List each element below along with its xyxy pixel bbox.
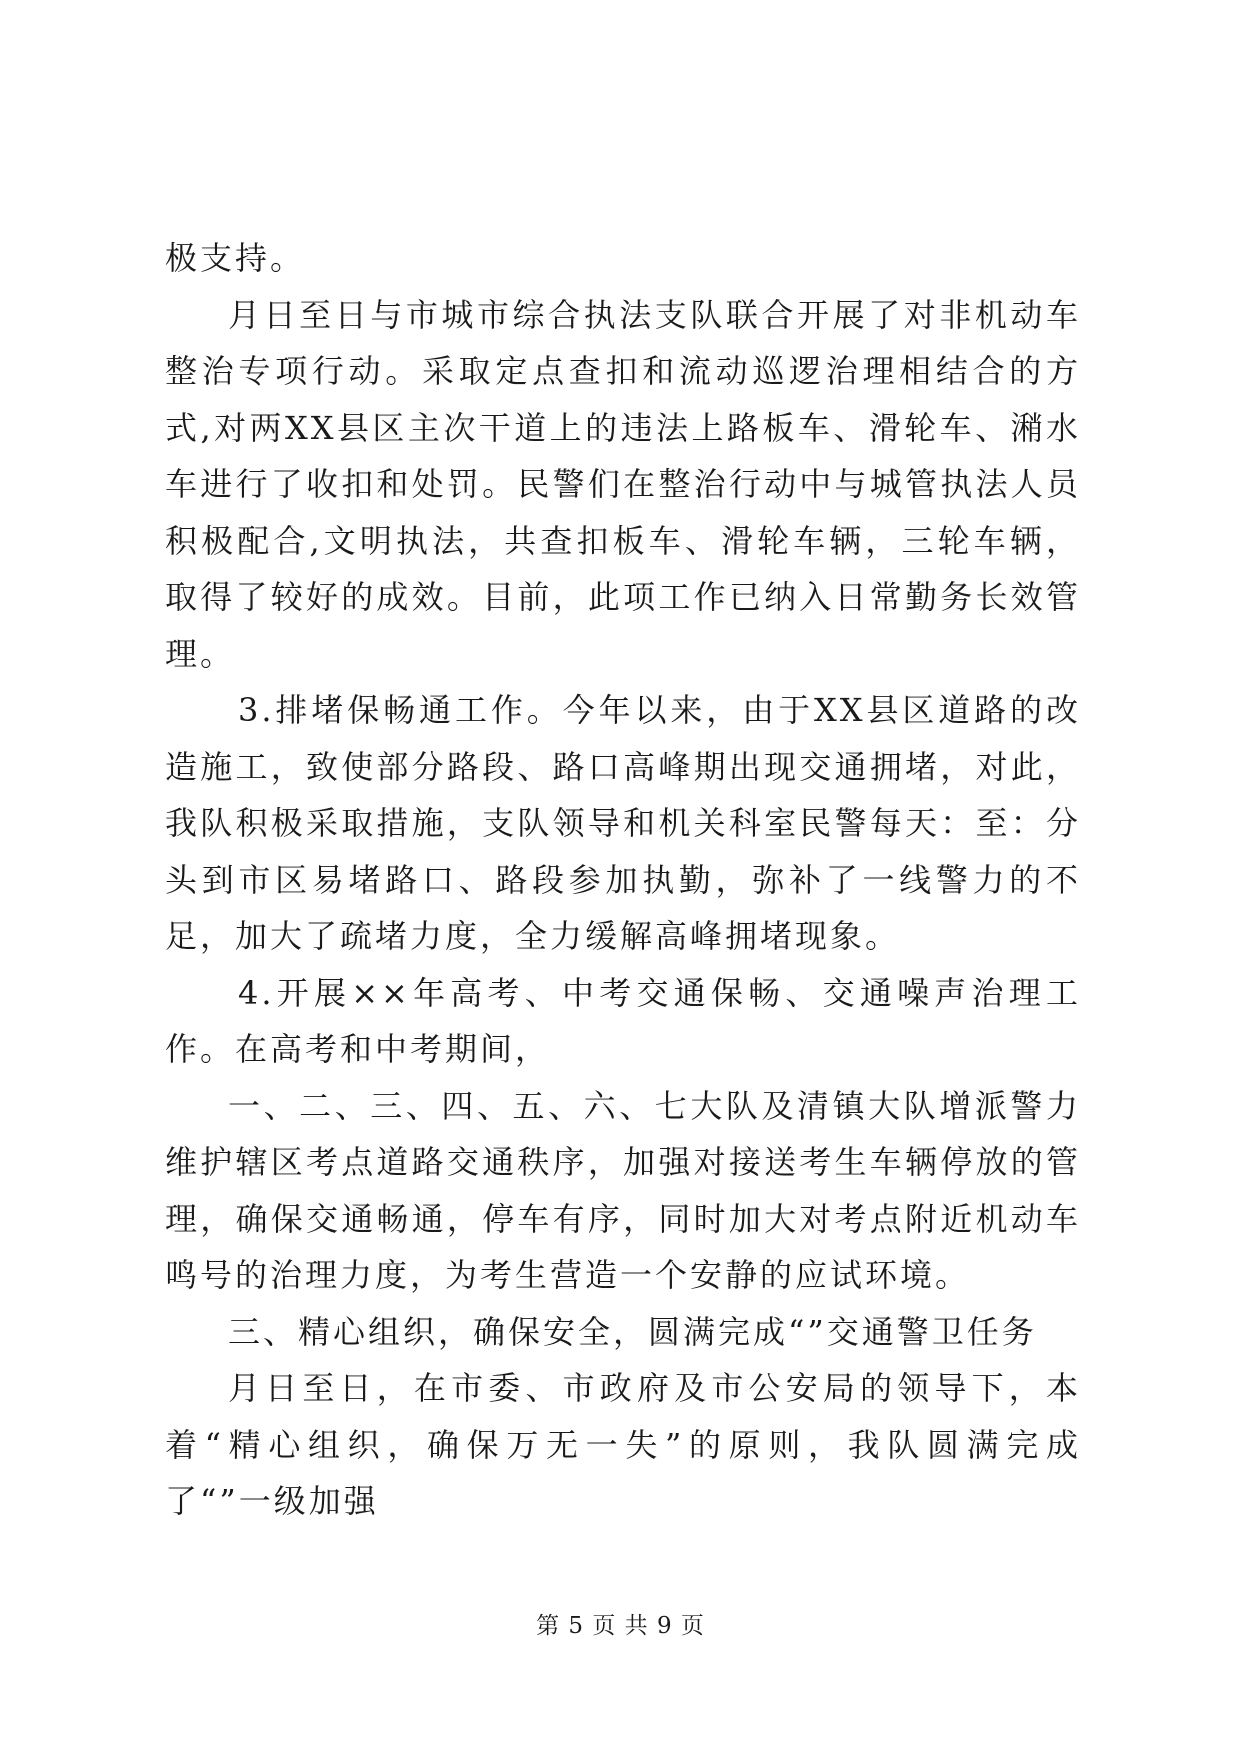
section-heading-security-task: 三、精心组织，确保安全，圆满完成“”交通警卫任务 [228, 1312, 1037, 1351]
paragraph-continuation: 极支持。 [165, 239, 306, 277]
paragraph-brigades: 一、二、三、四、五、六、七大队及清镇大队增派警力维护辖区考点道路交通秩序，加强对接送考生车辆停放的管理，确保交通畅通，停车有序，同时加大对考点附近机动车鸣号的治理力度，为考生营造一个安静的应试环境。 [165, 1086, 1081, 1294]
paragraph-vehicle-rectification: 月日至日与市城市综合执法支队联合开展了对非机动车整治专项行动。采取定点查扣和流动巡逻治理相结合的方式,对两XX县区主次干道上的违法上路板车、滑轮车、潲水车进行了收扣和处罚。民警们在整治行动中与城管执法人员积极配合,文明执法，共查扣板车、滑轮车辆，三轮车辆，取得了较好的成效。目前，此项工作已纳入日常勤务长效管理。 [165, 295, 1081, 673]
paragraph-exam-traffic: 4.开展××年高考、中考交通保畅、交通噪声治理工作。在高考和中考期间， [165, 973, 1081, 1068]
paragraph-security-task: 月日至日，在市委、市政府及市公安局的领导下，本着“精心组织，确保万无一失”的原则，我队圆满完成了“”一级加强 [165, 1369, 1081, 1520]
page-footer: 第 5 页 共 9 页 [536, 1613, 705, 1639]
document-body [165, 230, 1081, 1530]
paragraph-congestion-relief: 3.排堵保畅通工作。今年以来，由于XX县区道路的改造施工，致使部分路段、路口高峰期出现交通拥堵，对此，我队积极采取措施，支队领导和机关科室民警每天：至：分头到市区易堵路口、路段参加执勤，弥补了一线警力的不足，加大了疏堵力度，全力缓解高峰拥堵现象。 [165, 691, 1081, 955]
